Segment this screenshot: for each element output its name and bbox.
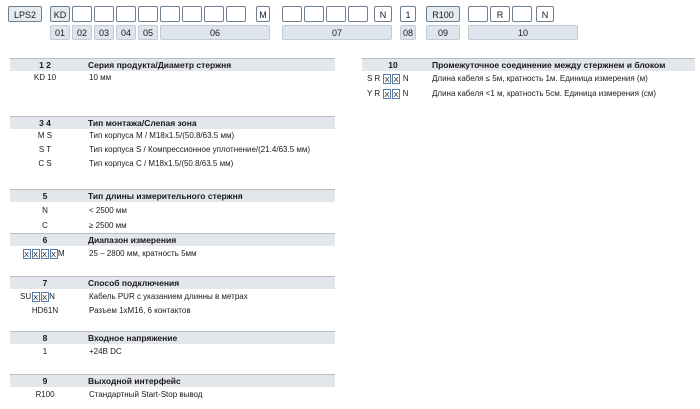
placeholder-digit: X xyxy=(42,292,48,302)
option-desc: ≥ 2500 мм xyxy=(89,221,127,230)
option-desc: Стандартный Start-Stop вывод xyxy=(89,390,203,399)
option-code: KD 10 xyxy=(33,73,57,82)
code-label-05: 05 xyxy=(138,25,158,40)
code-slot-8 xyxy=(182,6,202,22)
code-label-10: 10 xyxy=(468,25,578,40)
code-r: R xyxy=(490,6,510,22)
section-number: 10 xyxy=(388,60,398,70)
code-label-02: 02 xyxy=(72,25,92,40)
code-label-09: 09 xyxy=(426,25,460,40)
code-slot-7 xyxy=(160,6,180,22)
option-code xyxy=(367,88,408,99)
placeholder-digit: X xyxy=(393,89,399,99)
code-slot-15 xyxy=(348,6,368,22)
option-code: C xyxy=(42,221,48,230)
code-slot-9 xyxy=(204,6,224,22)
option-desc: Длина кабеля <1 м, кратность 5см. Единица измерения (см) xyxy=(432,89,657,98)
code-slot-12 xyxy=(282,6,302,22)
option-code: R100 xyxy=(35,390,55,399)
section-header-rod-length-type xyxy=(10,189,335,202)
section-number: 1 2 xyxy=(39,60,51,70)
placeholder-digit: X xyxy=(393,74,399,84)
code-label-08: 08 xyxy=(400,25,416,40)
option-desc: Тип корпуса M / M18x1.5/(50.8/63.5 мм) xyxy=(89,131,235,140)
section-header-mounting xyxy=(10,116,335,129)
code-slot-14 xyxy=(326,6,346,22)
section-title: Тип длины измерительного стержня xyxy=(88,191,243,201)
option-desc: +24В DC xyxy=(89,347,122,356)
option-desc: < 2500 мм xyxy=(89,206,127,215)
code-r100: R100 xyxy=(426,6,460,22)
section-title: Промежуточное соединение между стержнем и блоком xyxy=(432,60,666,70)
placeholder-digit: X xyxy=(32,249,38,259)
section-title: Выходной интерфейс xyxy=(88,376,181,386)
placeholder-digit: X xyxy=(384,74,390,84)
option-desc: 25 – 2800 мм, кратность 5мм xyxy=(89,249,197,258)
code-label-01: 01 xyxy=(50,25,70,40)
option-desc: 10 мм xyxy=(89,73,112,82)
code-slot-19 xyxy=(468,6,488,22)
code-label-03: 03 xyxy=(94,25,114,40)
section-number: 8 xyxy=(42,333,48,343)
code-label-06: 06 xyxy=(160,25,270,40)
code-series: LPS2 xyxy=(8,6,42,22)
placeholder-digit: X xyxy=(50,249,56,259)
option-code: 1 xyxy=(42,347,48,356)
section-header-measuring-range xyxy=(10,233,335,246)
placeholder-digit: X xyxy=(33,292,39,302)
section-number: 7 xyxy=(42,278,48,288)
code-slot-5 xyxy=(116,6,136,22)
code-n-last: N xyxy=(536,6,554,22)
option-code: M S xyxy=(37,131,53,140)
section-number: 9 xyxy=(42,376,48,386)
option-desc: Тип корпуса C / M18x1.5/(50.8/63.5 мм) xyxy=(89,159,234,168)
section-number: 5 xyxy=(42,191,48,201)
section-title: Диапазон измерения xyxy=(88,235,177,245)
option-suffix: N xyxy=(402,74,409,83)
option-desc: Тип корпуса S / Компрессионное уплотнение/(21.4/63.5 мм) xyxy=(89,145,311,154)
section-header-connection xyxy=(10,276,335,289)
code-slot-21 xyxy=(512,6,532,22)
section-header-output xyxy=(10,374,335,387)
placeholder-digit: X xyxy=(41,249,47,259)
code-slot-13 xyxy=(304,6,324,22)
code-n: N xyxy=(374,6,392,22)
section-title: Входное напряжение xyxy=(88,333,178,343)
option-desc: Длина кабеля ≤ 5м, кратность 1м. Единица измерения (м) xyxy=(432,74,648,83)
placeholder-digit: X xyxy=(384,89,390,99)
code-m: M xyxy=(256,6,270,22)
code-label-04: 04 xyxy=(116,25,136,40)
option-code xyxy=(20,291,55,302)
option-code xyxy=(367,73,409,84)
option-code: S T xyxy=(38,145,52,154)
code-kd: KD xyxy=(50,6,70,22)
code-slot-3 xyxy=(72,6,92,22)
code-slot-10 xyxy=(226,6,246,22)
section-number: 3 4 xyxy=(39,118,51,128)
option-code: N xyxy=(42,206,48,215)
option-suffix: M xyxy=(58,249,65,258)
section-header-series xyxy=(10,58,335,71)
option-code xyxy=(22,248,65,259)
section-title: Способ подключения xyxy=(88,278,180,288)
code-slot-4 xyxy=(94,6,114,22)
option-suffix: N xyxy=(402,89,409,98)
code-slot-6 xyxy=(138,6,158,22)
section-header-intermediate-connection xyxy=(362,58,695,71)
placeholder-digit: X xyxy=(23,249,29,259)
option-suffix: N xyxy=(49,292,55,301)
option-desc: Разъем 1xM16, 6 контактов xyxy=(89,306,191,315)
option-prefix: S R xyxy=(367,74,381,83)
section-number: 6 xyxy=(42,235,48,245)
section-title: Серия продукта/Диаметр стержня xyxy=(88,60,232,70)
option-code: HD61N xyxy=(31,306,59,315)
option-desc: Кабель PUR с указанием длинны в метрах xyxy=(89,292,248,301)
section-title: Тип монтажа/Слепая зона xyxy=(88,118,197,128)
section-header-voltage xyxy=(10,331,335,344)
option-prefix: Y R xyxy=(367,89,381,98)
option-code: C S xyxy=(38,159,52,168)
option-prefix: SU xyxy=(20,292,32,301)
code-label-07: 07 xyxy=(282,25,392,40)
code-one: 1 xyxy=(400,6,416,22)
